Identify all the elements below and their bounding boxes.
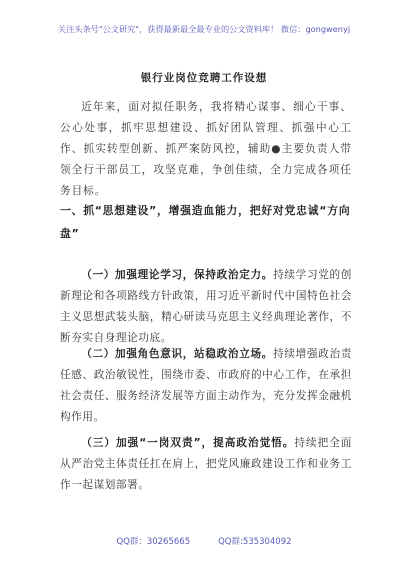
header-promo-note: 关注头条号"公文研究"，获得最新最全最专业的公文资料库！ 微信：gongwenyj (57, 24, 351, 34)
subsection-paragraph-1 (60, 265, 352, 349)
subsection-paragraph-2 (60, 344, 352, 428)
subsection-heading-3: （三）加强“一岗双责”，提高政治觉悟。 (81, 437, 295, 449)
footer-qq-group-1: QQ群：30265665 (116, 537, 191, 547)
subsection-heading-1: （一）加强理论学习，保持政治定力。 (81, 269, 274, 281)
subsection-heading-2: （二）加强角色意识，站稳政治立场。 (81, 348, 274, 360)
subsection-paragraph-3 (60, 433, 352, 496)
subsection-body-2: 持续增强政治责任感、政治敏锐性，围绕市委、市政府的中心工作，在承担社会责任、服务经济发展等方面主动作为，充分发挥金融机构作用。 (60, 348, 352, 423)
footer-contact (0, 535, 408, 547)
intro-paragraph: 近年来，面对拟任职务，我将精心谋事、细心干事、公心处事，抓牢思想建设、抓好团队管理、抓强中心工作、抓实转型创新、抓严案防风控，辅助●主要负责人带领全行干部员工，攻坚克难，争创佳绩，全力完成各项任务目标。 (60, 101, 352, 197)
section-heading-1: 一、抓“思想建设”，增强造血能力，把好对党忠诚“方向盘” (60, 204, 351, 240)
footer-qq-group-2: QQ群:535304092 (218, 537, 292, 547)
subsection-body-1: 持续学习党的创新理论和各项路线方针政策，用习近平新时代中国特色社会主义思想武装头脑，精心研读马克思主义经典理论著作，不断夯实自身理论功底。 (60, 269, 352, 344)
document-title: 银行业岗位竞聘工作设想 (140, 72, 268, 84)
subsection-body-3: 持续把全面从严治党主体责任扛在肩上，把党风廉政建设工作和业务工作一起谋划部署。 (60, 437, 352, 491)
